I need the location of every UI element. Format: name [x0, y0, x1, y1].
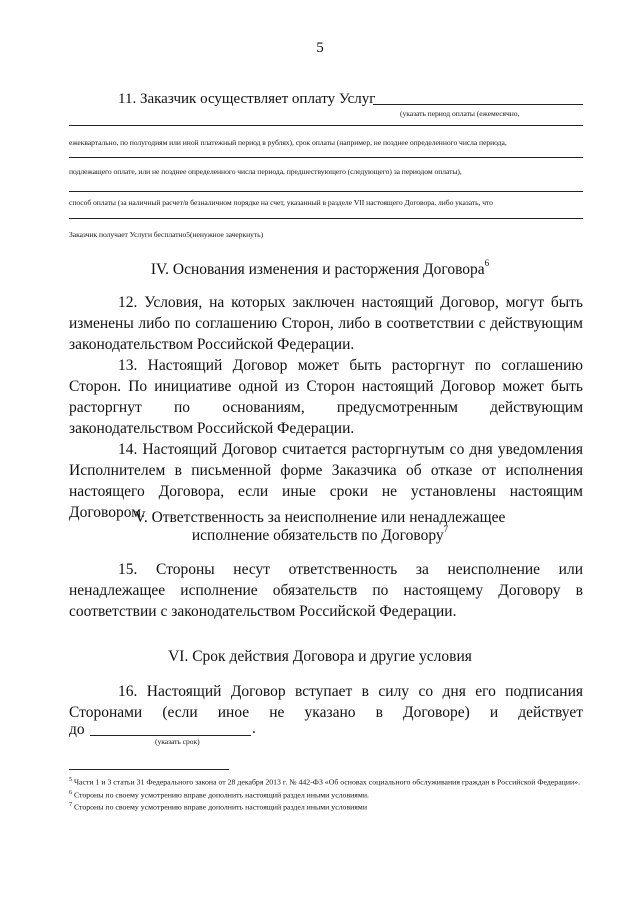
footnote-5: $^5$ Части 1 и 3 статьи 31 Федерального закона от 28 декабря 2013 г. № 442-ФЗ «Об основах социального обслуживания граждан в Российской Федерации». — [69, 777, 581, 787]
footnote-6: $^6$ Стороны по своему усмотрению вправе дополнить настоящий раздел иными условиями. — [69, 789, 369, 800]
clause-11-hint-2: ежеквартально, по полугодиям или иной платежный период в рублях), срок оплаты (например, не позднее определенного числа периода, — [69, 138, 507, 147]
clause-14: 14. Настоящий Договор считается расторгнутым со дня уведомления Исполнителем в письменной форме Заказчика об отказе от исполнения настоящего Договора, если иные сроки не установлены настоящим Договором. — [69, 441, 583, 521]
clause-11-hint-4: способ оплаты (за наличный расчет/в безналичном порядке на счет, указанный в разделе VII настоящего Договора, либо указать, что — [69, 198, 493, 207]
footnote-ref-7: 7 — [443, 524, 449, 534]
blank-line — [69, 125, 583, 126]
clause-16: 16. Настоящий Договор вступает в силу со дня его подписания Сторонами (если иное не указано в Договоре) и действует — [69, 683, 583, 721]
blank-line — [69, 218, 583, 219]
section-5-body — [69, 559, 583, 622]
clause-11-hint-1: (указать период оплаты (ежемесячно, — [400, 109, 520, 118]
page-number: 5 — [316, 40, 324, 56]
footnote-7: $^7$ Стороны по своему усмотрению вправе дополнить настоящий раздел иными условиями — [69, 802, 367, 812]
section-6-body — [69, 681, 583, 723]
clause-11-hint-5: Заказчик получает Услуги бесплатно5(ненужное зачеркнуть) — [69, 230, 264, 239]
section-5-heading-line-1: V. Ответственность за неисполнение или ненадлежащее — [134, 509, 506, 526]
term-blank-line — [90, 735, 251, 736]
clause-15: 15. Стороны несут ответственность за неисполнение или ненадлежащее исполнение обязательств по настоящему Договору в соответствии с законодательством Российской Федерации. — [69, 561, 583, 620]
footnote-separator — [69, 769, 229, 770]
term-hint: (указать срок) — [155, 737, 200, 746]
section-4-body — [69, 292, 583, 523]
clause-12: 12. Условия, на которых заключен настоящий Договор, могут быть изменены либо по соглашению Сторон, либо в соответствии с действующим законодательством Российской Федерации. — [69, 294, 583, 353]
footnote-ref-6: 6 — [484, 258, 490, 268]
section-5-heading-line-2: исполнение обязательств по Договору$^7$ — [191, 524, 449, 545]
clause-11-lead: 11. Заказчик осуществляет оплату Услуг — [118, 91, 376, 107]
blank-line — [69, 157, 583, 158]
clause-13: 13. Настоящий Договор может быть расторгнут по соглашению Сторон. По инициативе одной из Сторон настоящий Договор может быть расторгнут по основаниям, предусмотренным действующим законодательством Российской Федерации. — [69, 357, 583, 437]
section-4-heading: IV. Основания изменения и расторжения Договора$^6$ — [150, 258, 490, 279]
clause-11-hint-3: подлежащего оплате, или не позднее определенного числа периода, предшествующего (следующего) за периодом оплаты), — [69, 167, 462, 176]
clause-16-until: до — [69, 721, 85, 738]
blank-line — [69, 191, 583, 192]
footnotes — [69, 775, 583, 813]
clause-16-period: . — [252, 720, 256, 737]
section-6-heading: VI. Срок действия Договора и другие условия — [168, 648, 472, 665]
blank-line — [373, 104, 583, 105]
